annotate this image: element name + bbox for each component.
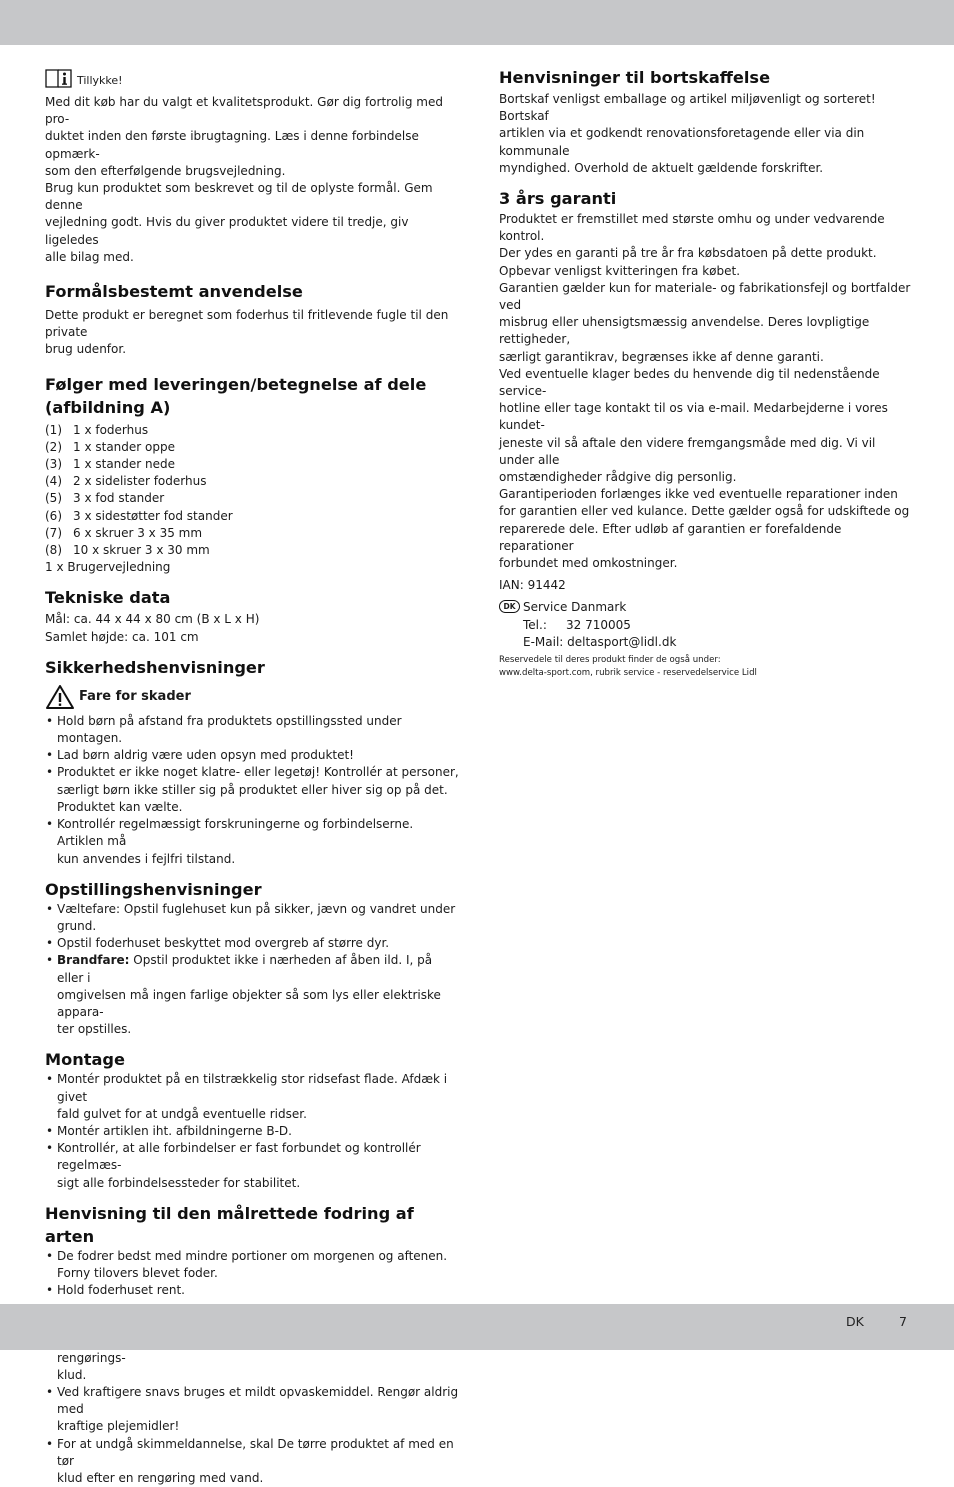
bullet-line: kraftige plejemidler! bbox=[57, 1419, 180, 1434]
warning-row bbox=[45, 683, 461, 711]
tech-line: Samlet højde: ca. 101 cm bbox=[45, 629, 199, 644]
intro-title: Tillykke! bbox=[77, 74, 123, 87]
list-item bbox=[45, 542, 461, 559]
list-item bbox=[45, 439, 461, 456]
section-heading: 3 års garanti bbox=[499, 189, 617, 209]
item-text: 1 x stander oppe bbox=[73, 439, 175, 454]
bullet-line: grund. bbox=[57, 918, 97, 933]
tech-line: Mål: ca. 44 x 44 x 80 cm (B x L x H) bbox=[45, 612, 260, 627]
section-heading: Opstillingshenvisninger bbox=[45, 879, 262, 899]
item-text: 1 x foderhus bbox=[73, 422, 149, 437]
warranty-line: Garantien gælder kun for materiale- og fabrikationsfejl og bortfalder ved bbox=[499, 280, 911, 313]
bullet-item bbox=[45, 1282, 461, 1299]
section-heading bbox=[45, 373, 461, 419]
bullet-item bbox=[45, 764, 461, 816]
section-heading: Sikkerhedshenvisninger bbox=[45, 657, 265, 677]
service-block bbox=[499, 599, 913, 651]
warranty-line: Opbevar venligst kvitteringen fra købet. bbox=[499, 263, 741, 278]
bullet-item bbox=[45, 1140, 461, 1192]
bullet-line: Kontrollér regelmæssigt forskruningerne og forbindelserne. Artiklen må bbox=[57, 817, 414, 849]
warranty-line: jeneste vil så aftale den videre fremgangsmåde med dig. Vi vil under alle bbox=[499, 435, 876, 467]
bullet-item bbox=[45, 816, 461, 868]
item-text: 6 x skruer 3 x 35 mm bbox=[73, 525, 203, 540]
parts-list bbox=[45, 422, 461, 560]
warranty-line: Ved eventuelle klager bedes du henvende dig til nedenstående service- bbox=[499, 366, 880, 399]
setup-list bbox=[45, 901, 461, 1039]
bullet-line: fald gulvet for at undgå eventuelle ridser. bbox=[57, 1106, 307, 1121]
bullet-line: Kontrollér, at alle forbindelser er fast forbundet og kontrollér regelmæs- bbox=[57, 1141, 421, 1173]
intro-line: duktet inden den første ibrugtagning. Læs i denne forbindelse opmærk- bbox=[45, 129, 419, 161]
item-number: (6) bbox=[45, 508, 62, 523]
warranty-line: Der ydes en garanti på tre år fra købsdatoen på dette produkt. bbox=[499, 246, 877, 261]
warranty-line: for garantien eller ved kulance. Dette gælder også for udskiftede og bbox=[499, 504, 910, 519]
item-number: (4) bbox=[45, 474, 62, 489]
item-number: (8) bbox=[45, 543, 62, 558]
bullet-line: Montér artiklen iht. afbildningerne B-D. bbox=[57, 1123, 292, 1138]
bullet-item bbox=[45, 1384, 461, 1436]
bullet-item bbox=[45, 1248, 461, 1282]
item-number: (5) bbox=[45, 491, 62, 506]
email-line: E-Mail: deltasport@lidl.dk bbox=[523, 634, 677, 649]
bullet-line: Lad børn aldrig være uden opsyn med produktet! bbox=[57, 748, 354, 763]
spare-parts-line: Reservedele til deres produkt finder de også under: bbox=[499, 655, 721, 666]
disposal-line: artiklen via et godkendt renovationsforetagende eller via din kommunale bbox=[499, 126, 865, 158]
section-heading bbox=[45, 1202, 461, 1248]
footer-language: DK bbox=[846, 1314, 864, 1329]
assembly-list bbox=[45, 1071, 461, 1191]
item-number: (2) bbox=[45, 439, 62, 454]
item-text: 3 x fod stander bbox=[73, 491, 165, 506]
ian-number: IAN: 91442 bbox=[499, 578, 566, 593]
spare-parts-line: www.delta-sport.com, rubrik service - reservedelservice Lidl bbox=[499, 667, 757, 678]
page-number: 7 bbox=[899, 1314, 907, 1329]
list-item bbox=[45, 490, 461, 507]
list-item bbox=[45, 422, 461, 439]
section-heading: Montage bbox=[45, 1050, 125, 1070]
bullet-line: særligt børn ikke stiller sig på produktet eller hiver sig op på det. bbox=[57, 782, 448, 797]
bullet-line: Væltefare: Opstil fuglehuset kun på sikker, jævn og vandret under bbox=[57, 901, 456, 916]
item-text: 2 x sidelister foderhus bbox=[73, 474, 207, 489]
heading-line: Følger med leveringen/betegnelse af dele bbox=[45, 374, 427, 394]
disposal-line: myndighed. Overhold de aktuelt gældende forskrifter. bbox=[499, 160, 824, 175]
item-text: 1 x stander nede bbox=[73, 457, 176, 472]
bullet-line: Hold børn på afstand fra produktets opstillingssted under montagen. bbox=[57, 713, 402, 746]
section-heading: Formålsbestemt anvendelse bbox=[45, 282, 303, 302]
book-info-icon bbox=[45, 68, 73, 88]
fire-label: Brandfare: bbox=[57, 953, 130, 968]
left-column bbox=[45, 66, 461, 1487]
warranty-line: hotline eller tage kontakt til os via e-mail. Medarbejderne i vores kundet- bbox=[499, 401, 888, 433]
bullet-item bbox=[45, 713, 461, 747]
bullet-item bbox=[45, 1123, 461, 1140]
top-band bbox=[0, 0, 954, 45]
bullet-line: omgivelsen må ingen farlige objekter så som lys eller elektriske appara- bbox=[57, 987, 441, 1019]
bullet-line: Forny tilovers blevet foder. bbox=[57, 1265, 218, 1280]
manual-item: 1 x Brugervejledning bbox=[45, 560, 171, 575]
purpose-line: brug udenfor. bbox=[45, 342, 127, 357]
intro-line: vejledning godt. Hvis du giver produktet videre til tredje, giv ligeledes bbox=[45, 215, 409, 247]
service-name: Service Danmark bbox=[523, 600, 627, 615]
item-text: 10 x skruer 3 x 30 mm bbox=[73, 543, 210, 558]
intro-line: alle bilag med. bbox=[45, 249, 134, 264]
bottom-band bbox=[0, 1304, 954, 1350]
disposal-line: Bortskaf venligst emballage og artikel miljøvenligt og sorteret! Bortskaf bbox=[499, 92, 876, 124]
phone-label: Tel.: bbox=[523, 617, 547, 632]
bullet-line: De fodrer bedst med mindre portioner om morgenen og aftenen. bbox=[57, 1248, 448, 1263]
purpose-line: Dette produkt er beregnet som foderhus til fritlevende fugle til den private bbox=[45, 308, 449, 340]
warranty-line: særligt garantikrav, begrænses ikke af denne garanti. bbox=[499, 349, 824, 364]
intro-header bbox=[45, 66, 461, 88]
item-number: (1) bbox=[45, 422, 62, 437]
warranty-line: misbrug eller uhensigtsmæssig anvendelse. Deres lovpligtige rettigheder, bbox=[499, 315, 870, 347]
intro-line: som den efterfølgende brugsvejledning. bbox=[45, 163, 286, 178]
heading-line: Henvisning til den målrettede fodring af bbox=[45, 1203, 414, 1223]
bullet-item bbox=[45, 952, 461, 1038]
bullet-line: Opstil foderhuset beskyttet mod overgreb af større dyr. bbox=[57, 936, 390, 951]
bullet-line: Montér produktet på en tilstrækkelig stor ridsefast flade. Afdæk i givet bbox=[57, 1072, 448, 1104]
feeding-list bbox=[45, 1248, 461, 1300]
warranty-line: omstændigheder rådgive dig personlig. bbox=[499, 470, 737, 485]
right-column bbox=[499, 66, 913, 680]
safety-list bbox=[45, 713, 461, 868]
item-text: 3 x sidestøtter fod stander bbox=[73, 508, 233, 523]
bullet-item bbox=[45, 747, 461, 764]
phone-row bbox=[523, 617, 676, 634]
item-number: (3) bbox=[45, 457, 62, 472]
section-heading: Henvisninger til bortskaffelse bbox=[499, 68, 771, 87]
list-item bbox=[45, 525, 461, 542]
list-item bbox=[45, 508, 461, 525]
warning-text: Fare for skader bbox=[79, 689, 191, 705]
bullet-line: rengørings- bbox=[57, 1350, 126, 1365]
bullet-line: Produktet kan vælte. bbox=[57, 799, 183, 814]
warranty-line: Garantiperioden forlænges ikke ved eventuelle reparationer inden bbox=[499, 487, 898, 502]
item-number: (7) bbox=[45, 525, 62, 540]
cleaning-list bbox=[45, 1332, 461, 1487]
bullet-line: klud efter en rengøring med vand. bbox=[57, 1470, 264, 1485]
warranty-line: Produktet er fremstillet med største omhu og under vedvarende kontrol. bbox=[499, 212, 885, 244]
bullet-line: sigt alle forbindelsessteder for stabilitet. bbox=[57, 1175, 301, 1190]
bullet-line: Hold foderhuset rent. bbox=[57, 1283, 185, 1298]
bullet-item bbox=[45, 935, 461, 952]
bullet-line: klud. bbox=[57, 1367, 87, 1382]
country-badge: DK bbox=[499, 600, 520, 613]
bullet-line: Opstil produktet ikke i nærheden af åben ild. I, på eller i bbox=[57, 953, 433, 985]
warranty-line: reparerede dele. Efter udløb af garantien er forefaldende reparationer bbox=[499, 521, 842, 553]
bullet-line: For at undgå skimmeldannelse, skal De tørre produktet af med en tør bbox=[57, 1436, 454, 1468]
intro-line: Brug kun produktet som beskrevet og til de oplyste formål. Gem denne bbox=[45, 181, 433, 213]
bullet-line: kun anvendes i fejlfri tilstand. bbox=[57, 851, 236, 866]
bullet-line: ter opstilles. bbox=[57, 1022, 132, 1037]
heading-line: arten bbox=[45, 1226, 95, 1246]
phone-number: 32 710005 bbox=[566, 617, 631, 632]
bullet-item bbox=[45, 1436, 461, 1487]
heading-line: (afbildning A) bbox=[45, 397, 171, 417]
bullet-line: Produktet er ikke noget klatre- eller legetøj! Kontrollér at personer, bbox=[57, 765, 459, 780]
section-heading: Tekniske data bbox=[45, 588, 171, 608]
list-item bbox=[45, 473, 461, 490]
intro-line: Med dit køb har du valgt et kvalitetsprodukt. Gør dig fortrolig med pro- bbox=[45, 95, 443, 127]
warranty-line: forbundet med omkostninger. bbox=[499, 556, 678, 571]
bullet-item bbox=[45, 1071, 461, 1123]
bullet-item bbox=[45, 901, 461, 935]
warning-icon bbox=[45, 684, 75, 710]
bullet-line: Ved kraftigere snavs bruges et mildt opvaskemiddel. Rengør aldrig med bbox=[57, 1384, 459, 1417]
list-item bbox=[45, 456, 461, 473]
